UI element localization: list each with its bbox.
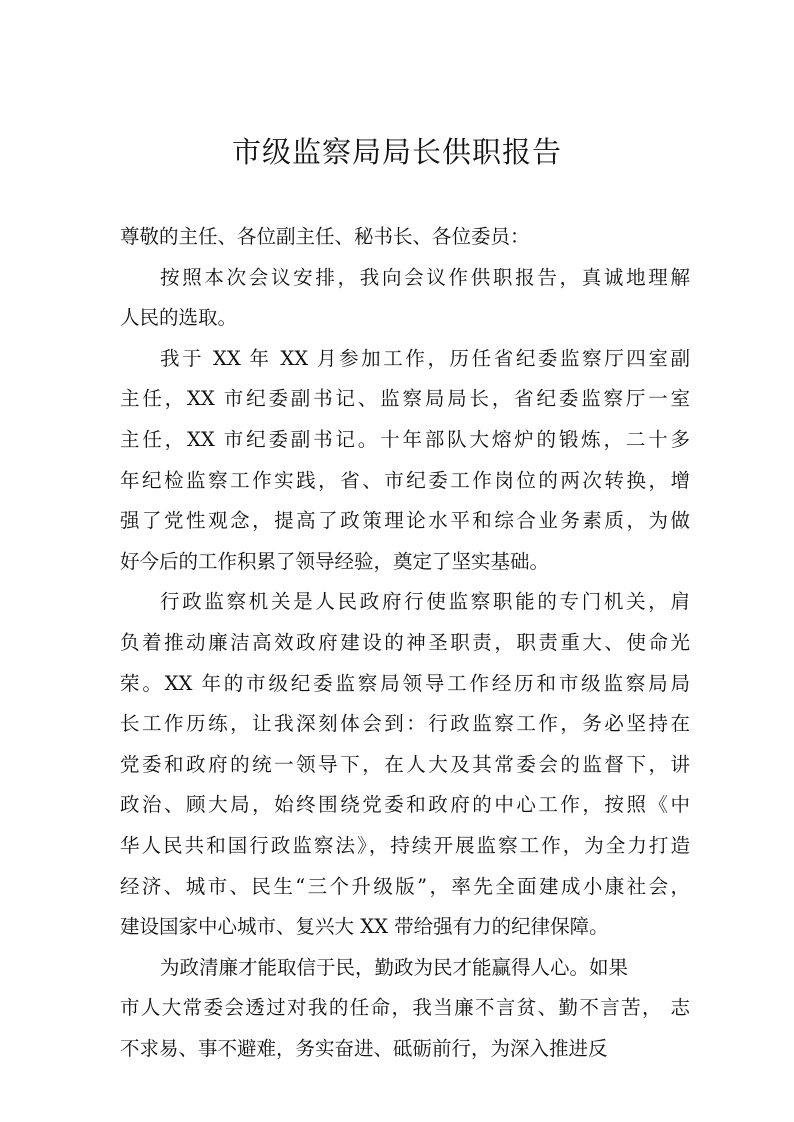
body-line: 政治、顾大局，始终围绕党委和政府的中心工作，按照《中 (120, 793, 690, 817)
body-line: 经济、城市、民生“三个升级版”，率先全面建成小康社会， (120, 874, 690, 898)
body-line: 为政清廉才能取信于民，勤政为民才能赢得人心。如果 (160, 955, 629, 979)
body-line: 长工作历练，让我深刻体会到：行政监察工作，务必坚持在 (120, 712, 690, 736)
body-line: 主任，XX 市纪委副书记。十年部队大熔炉的锻炼，二十多 (120, 427, 690, 451)
body-line: 好今后的工作积累了领导经验，奠定了坚实基础。 (120, 549, 550, 573)
body-line: 人民的选取。 (120, 306, 238, 330)
document-title: 市级监察局局长供职报告 (231, 135, 562, 169)
body-line: 市人大常委会透过对我的任命，我当廉不言贫、勤不言苦， 志 (120, 996, 690, 1020)
body-line: 华人民共和国行政监察法》，持续开展监察工作，为全力打造 (120, 833, 690, 857)
document-body (120, 217, 690, 1069)
body-line: 负着推动廉洁高效政府建设的神圣职责，职责重大、使命光 (120, 630, 690, 654)
body-line: 我于 XX 年 XX 月参加工作，历任省纪委监察厅四室副 (160, 346, 690, 370)
body-line: 建设国家中心城市、复兴大 XX 带给强有力的纪律保障。 (120, 915, 609, 939)
body-line: 年纪检监察工作实践，省、市纪委工作岗位的两次转换，增 (120, 468, 690, 492)
body-line: 按照本次会议安排，我向会议作供职报告，真诚地理解 (160, 265, 690, 289)
body-line: 不求易、事不避难，务实奋进、砥砺前行，为深入推进反 (120, 1036, 608, 1060)
body-line: 行政监察机关是人民政府行使监察职能的专门机关，肩 (160, 590, 690, 614)
body-line: 尊敬的主任、各位副主任、秘书长、各位委员： (120, 225, 530, 248)
body-line: 党委和政府的统一领导下，在人大及其常委会的监督下，讲 (120, 752, 690, 776)
body-line: 荣。XX 年的市级纪委监察局领导工作经历和市级监察局局 (120, 671, 690, 695)
body-line: 强了党性观念，提高了政策理论水平和综合业务素质，为做 (120, 509, 690, 533)
body-line: 主任，XX 市纪委副书记、监察局局长，省纪委监察厅一室 (120, 387, 690, 411)
